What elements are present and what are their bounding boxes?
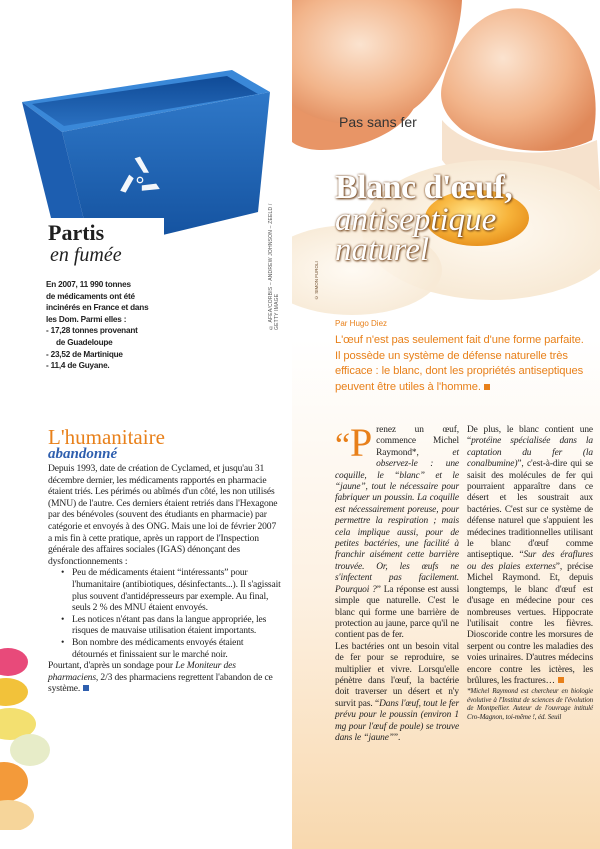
- eggs-image: [292, 0, 600, 320]
- article-column-1: [335, 420, 459, 744]
- sidebar-line: de médicaments ont été: [46, 291, 135, 301]
- article-kicker: Pas sans fer: [339, 114, 417, 130]
- headline-line: naturel: [335, 232, 430, 268]
- bullet-item: • Bon nombre des médicaments envoyés étaient détournés et finissaient sur le marché noir.: [48, 637, 281, 660]
- bullet-list: [48, 567, 281, 660]
- sidebar-text: [46, 279, 176, 372]
- sidebar-line: incinérés en France et dans: [46, 303, 149, 313]
- sidebar-line: - 23,52 de Martinique: [46, 349, 123, 359]
- section-body: [48, 463, 281, 695]
- candy-image: [0, 640, 60, 830]
- sidebar-line: les Dom. Parmi elles :: [46, 314, 127, 324]
- sidebar-title: Partis: [48, 220, 105, 245]
- column-paragraph: renez un œuf, commence Michel Raymond*, et observez-le : une coquille, le “blanc” et le “jaune”, tout le nécessaire pour fabriquer un poussin. La coquille est nécessairement poreuse, pour permettre la respiration ; mais cela implique aussi, pour de petites bactéries, une facilité à franchir aisément cette barrière trouvée. Or, les œufs ne s'infectent pas facilement. Pourquoi ?” La réponse est aussi simple que naturelle. C'est le blanc qui forme une barrière de protection au jaune, parce qu'il ne contient pas de fer.: [335, 425, 459, 641]
- bullet-item: • Peu de médicaments étaient “intéressants” pour l'humanitaire (antibiotiques, désinfectants...). Il s'agissait plus souvent d'antidépresseurs par exemple. Au final, seuls 2 % des MNU étaient envoyés.: [48, 567, 281, 613]
- article-column-2: [467, 425, 593, 721]
- byline: Par Hugo Diez: [335, 319, 388, 328]
- photo-credit: © SIMON FUROLI: [314, 261, 319, 300]
- right-page: [292, 0, 600, 849]
- headline-line: Blanc d'œuf,: [335, 169, 513, 206]
- end-mark-icon: [484, 384, 490, 390]
- column-paragraph: De plus, le blanc contient une “protéine spécialisée dans la captation du fer (la conalbumine)”, c'est-à-dire qui se saisit des molécules de fer qui pourraient apparaître dans ce désert et les soustrait aux bactéries. C'est sur ce système de défense naturel que s'appuient les médecines traditionnelles utilisant le blanc d'œuf comme antiseptique. “Sur des éraflures ou des plaies externes”, précise Michel Raymond. Et, depuis longtemps, le blanc d'œuf est d'usage en médecine pour ces nombreuses vertues. Hippocrate l'utilisait contre les fièvres. Dioscoride contre les morsures de serpent ou contre les maladies des voies urinaires. D'autres médecins encore contre les ictères, les brûlures, les fractures…: [467, 425, 594, 686]
- headline-line: antiseptique: [335, 202, 497, 238]
- section-subtitle: abandonné: [48, 446, 118, 462]
- column-paragraph: Les bactéries ont un besoin vital de fer pour se reproduire, se multiplier et vivre. Lorsqu'elle pénètre dans l'œuf, la bactérie doit traverser un désert et n'y survit pas. “Dans l'œuf, tout le fer prévu pour le poussin (environ 1 mg pour l'œuf de poule) se trouve dans le “jaune””.: [335, 641, 459, 743]
- photo-credit: © AFEA/CORBIS – ANDREW JOHNSON – ZEELD / GETTY IMAGE: [268, 203, 280, 330]
- left-page: [0, 0, 292, 849]
- article-headline: [335, 169, 595, 268]
- sidebar-line: - 17,28 tonnes provenant: [46, 326, 138, 336]
- end-mark-icon: [83, 685, 89, 691]
- sidebar-line: En 2007, 11 990 tonnes: [46, 280, 131, 289]
- sidebar-line: de Guadeloupe: [56, 337, 113, 347]
- section-paragraph: Depuis 1993, date de création de Cyclamed, et jusqu'au 31 décembre dernier, les médicaments rapportés en pharmacie étaient triés. Les périmés ou abîmés d'un côté, les non utilisés (MNU) de l'autre. Ces derniers étaient retriés dans l'Hexagone par des bénévoles (souvent des étudiants en pharmacie) par catégorie et envoyés à des ONG. Mais une loi de février 2007 a mis fin à cette pratique, après un rapport de l'Inspection générale des affaires sociales (IGAS) dénonçant des dysfonctionnements :: [48, 463, 278, 567]
- author-note: *Michel Raymond est chercheur en biologie évolutive à l'Institut de sciences de l'évolution de Montpellier. Auteur de l'ouvrage intitulé Cro-Magnon, toi-même !, éd. Seuil: [467, 687, 593, 721]
- section-paragraph: Pourtant, d'après un sondage pour Le Moniteur des pharmaciens, 2/3 des pharmaciens regrettent l'abandon de ce système.: [48, 660, 273, 695]
- drop-cap: “P: [335, 420, 373, 465]
- bullet-item: • Les notices n'étant pas dans la langue appropriée, les risques de mauvaise utilisation étaient importants.: [48, 614, 281, 637]
- section-title: L'humanitaire: [48, 425, 165, 449]
- sidebar-subtitle: en fumée: [50, 244, 122, 266]
- end-mark-icon: [558, 677, 564, 683]
- article-intro: L'œuf n'est pas seulement fait d'une forme parfaite. Il possède un système de défense naturelle très efficace : le blanc, dont les propriétés antiseptiques peuvent être utiles à l'homme.: [335, 334, 584, 393]
- sidebar-line: - 11,4 de Guyane.: [46, 361, 110, 371]
